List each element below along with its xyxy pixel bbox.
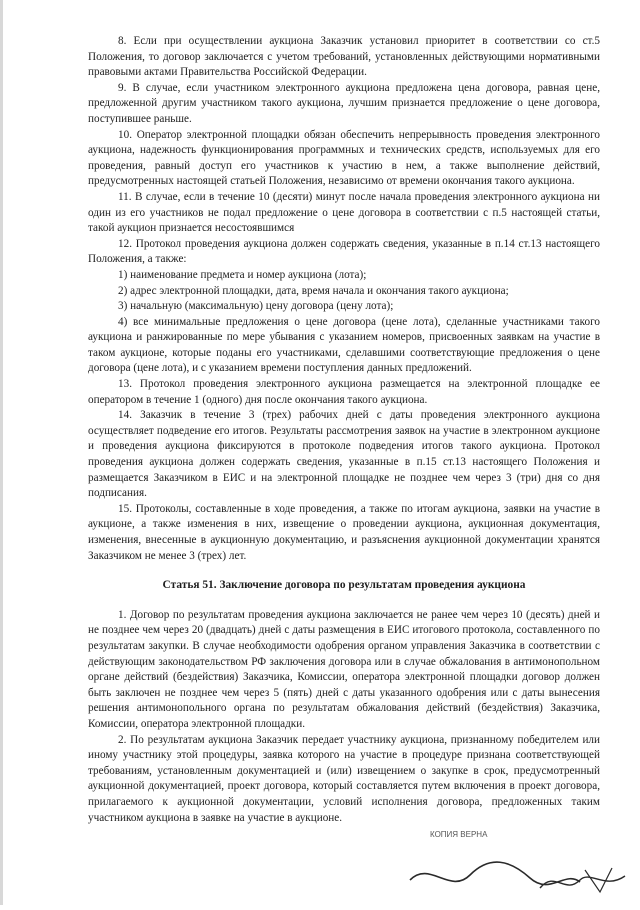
section-heading: Статья 51. Заключение договора по результатам проведения аукциона (162, 579, 526, 592)
paragraph-10: 10. Оператор электронной площадки обязан обеспечить непрерывность проведения электронного аукциона, надежность функционирования программных и технических средств, используемых для его проведения, равный доступ его участников к участию в нем, а также выполнение действий, предусмотренных настоящей статьей Положения, независимо от времени окончания такого аукциона. (88, 128, 600, 188)
paragraph-15: 15. Протоколы, составленные в ходе проведения, а также по итогам аукциона, заявки на участие в аукционе, а также изменения в них, извещение о проведении аукциона, аукционная документация, изменения, внесенные в аукционную документацию, и разъяснения аукционной документации хранятся Заказчиком не менее 3 (трех) лет. (88, 502, 600, 562)
list-item-2: 2) адрес электронной площадки, дата, время начала и окончания такого аукциона; (118, 284, 509, 297)
article51-paragraph-1: 1. Договор по результатам проведения аукциона заключается не ранее чем через 10 (десять) дней и не позднее чем через 20 (двадцать) дней с даты размещения в ЕИС итогового протокола, составленного по результатам закупки. В случае необходимости одобрения органом управления Заказчика в соответствии с действующим законодательством РФ заключения договора или в случае обжалования в антимонопольном органе действий (бездействия) Заказчика, Комиссии, оператора электронной площадки договор должен быть заключен не позднее чем через 5 (пять) дней с даты указанного одобрения или с даты вынесения решения антимонопольного органа по результатам обжалования действий (бездействия) Заказчика, Комиссии, оператора электронной площадки. (88, 608, 600, 730)
scan-edge (0, 0, 3, 905)
article51-paragraph-2: 2. По результатам аукциона Заказчик передает участнику аукциона, признанному победителем или иному участнику этой процедуры, заявка которого на участие в процедуре признана соответствующей требованиям, установленным документацией и (или) извещением о закупке в срок, предусмотренный аукционной документацией, проект договора, который составляется путем включения в проект договора, прилагаемого к аукционной документации, условий исполнения договора, предложенных таким участником аукциона в заявке на участие в аукционе. (88, 733, 600, 824)
stamp-text: КОПИЯ ВЕРНА (430, 830, 488, 839)
paragraph-13: 13. Протокол проведения электронного аукциона размещается на электронной площадке ее оператором в течение 1 (одного) дня после окончания такого аукциона. (88, 378, 600, 406)
list-item-3: 3) начальную (максимальную) цену договора (цену лота); (118, 300, 394, 313)
paragraph-12: 12. Протокол проведения аукциона должен содержать сведения, указанные в п.14 ст.13 настоящего Положения, а также: (88, 237, 600, 266)
document-page (88, 34, 600, 826)
paragraph-8: 8. Если при осуществлении аукциона Заказчик установил приоритет в соответствии со ст.5 Положения, то договор заключается с учетом требований, установленных действующими нормативными правовыми актами Правительства Российской Федерации. (88, 35, 600, 79)
list-item-4: 4) все минимальные предложения о цене договора (цене лота), сделанные участниками такого аукциона и ранжированные по мере убывания с указанием номеров, присвоенных заявкам на участие в таком аукционе, которые поданы его участниками, сделавшими соответствующие предложения о цене договора (цене лота), и с указанием времени поступления данных предложений. (88, 315, 600, 375)
paragraph-9: 9. В случае, если участником электронного аукциона предложена цена договора, равная цене, предложенной другим участником такого аукциона, лучшим признается предложение о цене договора, поступившее раньше. (88, 81, 600, 125)
paragraph-11: 11. В случае, если в течение 10 (десяти) минут после начала проведения электронного аукциона ни один из его участников не подал предложение о цене договора в соответствии с п.5 настоящей статьи, такой аукцион признается несостоявшимся (88, 190, 600, 235)
list-item-1: 1) наименование предмета и номер аукциона (лота); (118, 268, 367, 281)
paragraph-14: 14. Заказчик в течение 3 (трех) рабочих дней с даты проведения электронного аукциона осуществляет подведение его итогов. Результаты рассмотрения заявок на участие в электронном аукционе и проведения аукциона фиксируются в протоколе подведения итогов такого аукциона. Протокол проведения аукциона должен содержать сведения, указанные в п.15 ст.13 настоящего Положения и размещается Заказчиком в ЕИС и на электронной площадке не позднее чем через 3 (три) дня со дня подписания. (88, 409, 600, 500)
